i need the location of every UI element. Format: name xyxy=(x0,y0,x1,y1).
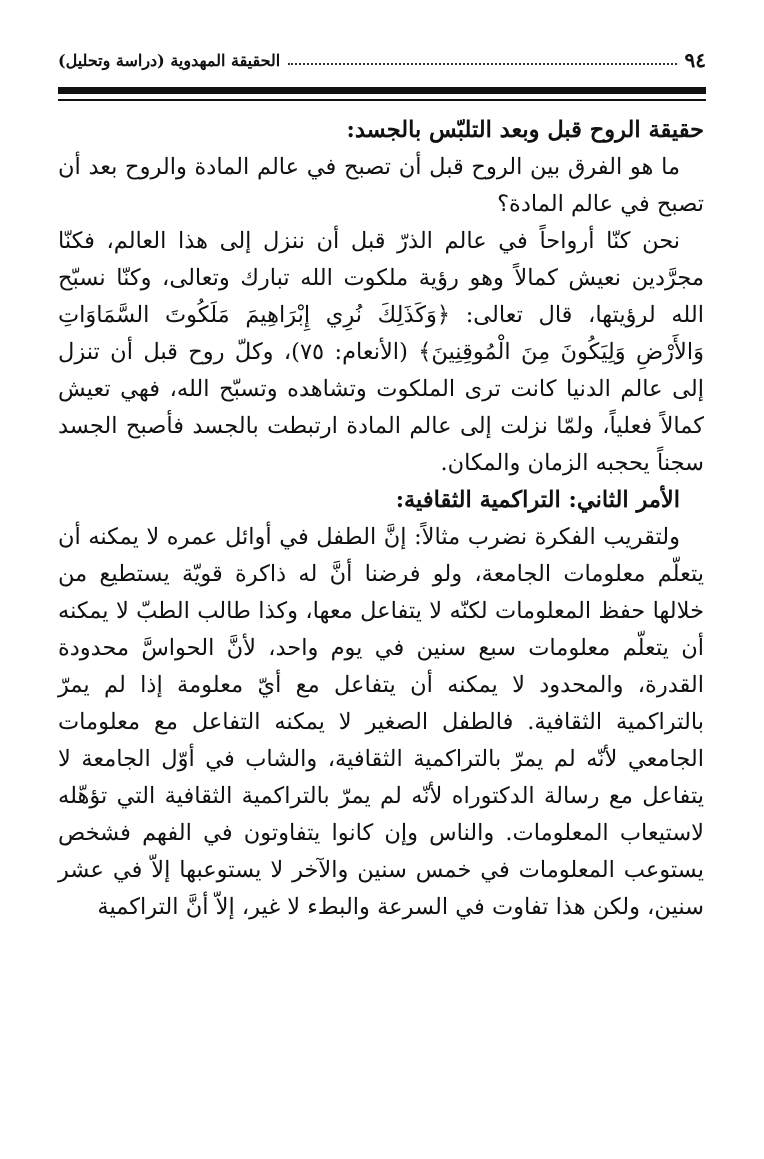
page-header xyxy=(58,40,706,80)
paragraph-world-of-dharr: نحن كنّا أرواحاً في عالم الذرّ قبل أن ننزل إلى هذا العالم، فكنّا مجرَّدين نعيش كمالاً وهو رؤية ملكوت الله تبارك وتعالى، وكنّا نسبّح الله لرؤيتها، قال تعالى: ﴿وَكَذَلِكَ نُرِي إِبْرَاهِيمَ مَلَكُوتَ السَّمَاوَاتِ وَالأَرْضِ وَلِيَكُونَ مِنَ الْمُوقِنِينَ﴾ (الأنعام: ٧٥)، وكلّ روح قبل أن تنزل إلى عالم الدنيا كانت ترى الملكوت وتشاهده وتسبّح الله، فهي تعيش كمالاً فعلياً، ولمّا نزلت إلى عالم المادة ارتبطت بالجسد فأصبح الجسد سجناً يحجبه الزمان والمكان. xyxy=(58,228,704,476)
header-rule-thick xyxy=(58,87,706,94)
paragraph-example: ولتقريب الفكرة نضرب مثالاً: إنَّ الطفل في أوائل عمره لا يمكنه أن يتعلّم معلومات الجامعة، ولو فرضنا أنَّ له ذاكرة قويّة يستطيع من خلالها حفظ المعلومات لكنّه لا يتفاعل معها، وكذا طالب الطبّ لا يمكنه أن يتعلّم معلومات سبع سنين في يوم واحد، لأنَّ الحواسَّ محدودة القدرة، والمحدود لا يمكنه أن يتفاعل مع أيّ معلومة إذا لم يمرّ بالتراكمية الثقافية. فالطفل الصغير لا يمكنه التفاعل مع معلومات الجامعي لأنّه لم يمرّ بالتراكمية الثقافية، والشاب في أوّل الجامعة لا يتفاعل مع رسالة الدكتوراه لأنّه لم يمرّ بالتراكمية الثقافية التي تؤهّله لاستيعاب المعلومات. والناس وإن كانوا يتفاوتون في الفهم فشخص يستوعب المعلومات في خمس سنين والآخر لا يستوعبها إلاّ في عشر سنين، ولكن هذا تفاوت في السرعة والبطء لا غير، إلاّ أنَّ التراكمية xyxy=(58,524,704,920)
page-content xyxy=(58,112,704,926)
header-rule-thin xyxy=(58,99,706,101)
running-title: الحقيقة المهدوية (دراسة وتحليل) xyxy=(58,50,281,70)
section-heading-spirit: حقيقة الروح قبل وبعد التلبّس بالجسد: xyxy=(346,117,704,143)
paragraph-question: ما هو الفرق بين الروح قبل أن تصبح في عالم المادة والروح بعد أن تصبح في عالم المادة؟ xyxy=(58,154,704,217)
page-number: ٩٤ xyxy=(684,48,706,72)
header-dot-leader xyxy=(288,55,676,65)
section-heading-accumulation: الأمر الثاني: التراكمية الثقافية: xyxy=(395,487,680,513)
